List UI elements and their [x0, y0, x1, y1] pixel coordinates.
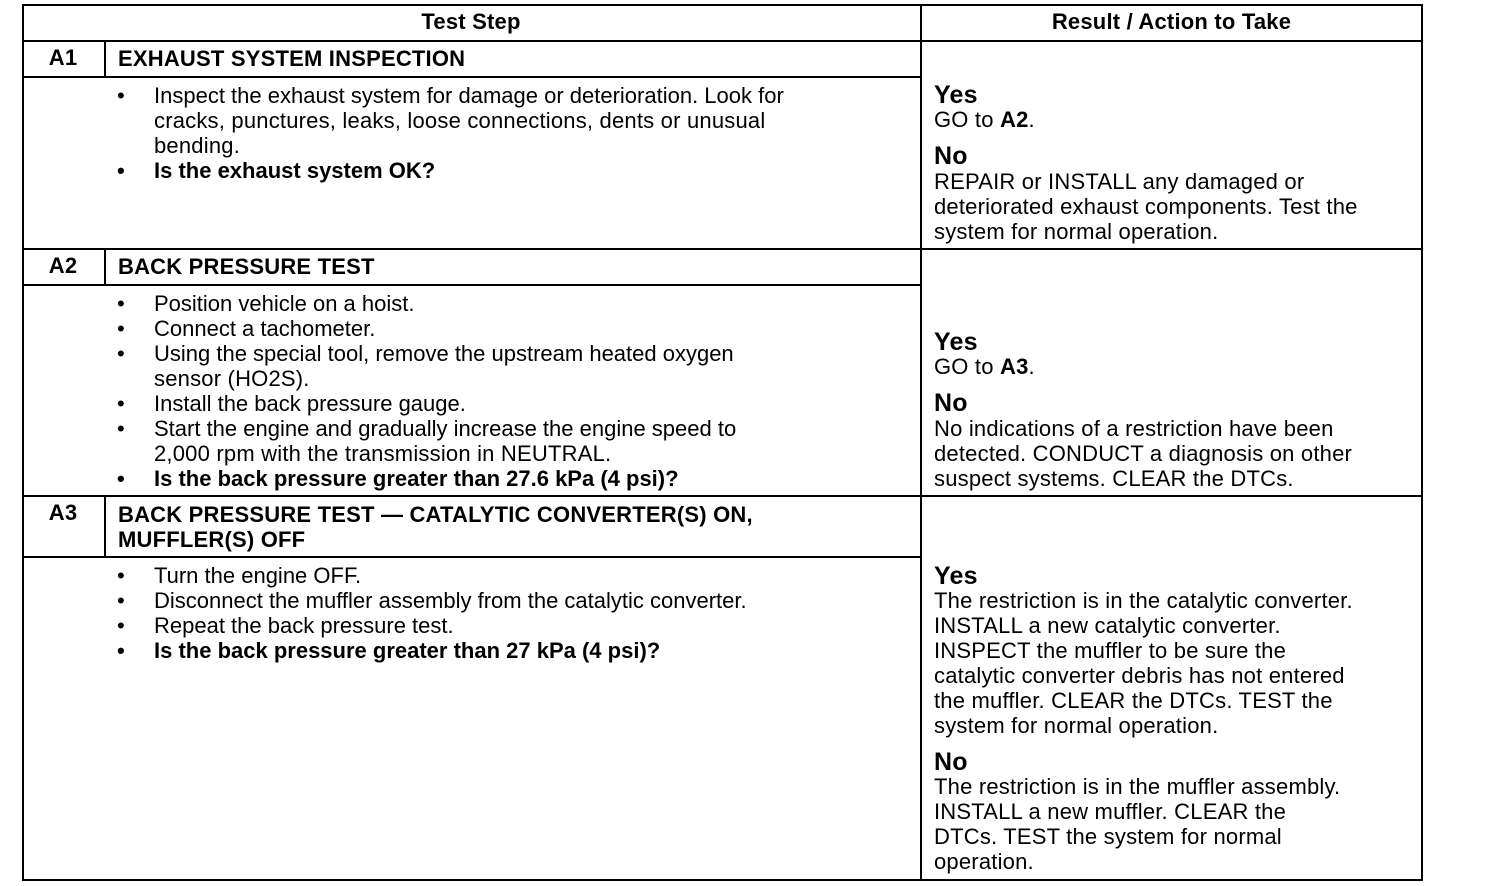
bullet-dot: • [117, 158, 125, 183]
period: . [1028, 354, 1035, 379]
a3-no-label: No [934, 748, 968, 776]
a1-no-label: No [934, 142, 968, 170]
bullet-dot: • [117, 341, 125, 366]
bullet-text: Start the engine and gradually increase the engine speed to [154, 416, 737, 441]
a2-bullet-3-cont: sensor (HO2S). [154, 366, 310, 391]
a2-title-divider [22, 284, 922, 286]
a1-yes-text [934, 107, 1035, 132]
header-result-action: Result / Action to Take [1051, 9, 1292, 34]
bullet-text: Turn the engine OFF. [154, 563, 362, 588]
a1-yes-label: Yes [934, 81, 978, 109]
a3-no-line-4: operation. [934, 849, 1034, 874]
bullet-text: Inspect the exhaust system for damage or deterioration. Look for [154, 83, 784, 108]
a2-yes-label: Yes [934, 328, 978, 356]
a2-no-line-1: No indications of a restriction have been [934, 416, 1334, 441]
step-title-a3-line-1: BACK PRESSURE TEST — CATALYTIC CONVERTER(S) ON, [118, 502, 753, 527]
bullet-text: Using the special tool, remove the upstream heated oxygen [154, 341, 734, 366]
go-to-step-ref: A3 [1000, 354, 1029, 379]
bullet-text: Is the back pressure greater than 27.6 kPa (4 psi)? [154, 466, 679, 491]
table-border-right [1421, 4, 1423, 881]
a3-yes-line-5: the muffler. CLEAR the DTCs. TEST the [934, 688, 1333, 713]
bullet-dot: • [117, 291, 125, 316]
bullet-dot: • [117, 466, 125, 491]
a1-title-divider [22, 76, 922, 78]
header-test-step: Test Step [421, 9, 521, 34]
column-divider [920, 4, 922, 881]
table-border-bottom [22, 879, 1423, 881]
step-title-a3-line-2: MUFFLER(S) OFF [118, 527, 306, 552]
a3-yes-label: Yes [934, 562, 978, 590]
go-to-text: GO to [934, 107, 1000, 132]
a1-no-line-1: REPAIR or INSTALL any damaged or [934, 169, 1305, 194]
bullet-dot: • [117, 613, 125, 638]
period: . [1028, 107, 1035, 132]
a1-bullet-1-cont-2: bending. [154, 133, 241, 158]
a2-row-divider [22, 495, 1423, 497]
a3-no-line-2: INSTALL a new muffler. CLEAR the [934, 799, 1287, 824]
bullet-text: Repeat the back pressure test. [154, 613, 454, 638]
a2-no-line-3: suspect systems. CLEAR the DTCs. [934, 466, 1294, 491]
a2-code-divider [104, 248, 106, 286]
a2-bullet-5-cont: 2,000 rpm with the transmission in NEUTRAL. [154, 441, 612, 466]
bullet-dot: • [117, 83, 125, 108]
bullet-dot: • [117, 391, 125, 416]
a1-code-divider [104, 40, 106, 78]
bullet-dot: • [117, 638, 125, 663]
step-title-a2: BACK PRESSURE TEST [118, 254, 375, 279]
table-border-left [22, 4, 24, 881]
a2-yes-text [934, 354, 1035, 379]
a3-yes-line-3: INSPECT the muffler to be sure the [934, 638, 1287, 663]
step-code-a2: A2 [48, 253, 78, 278]
a3-yes-line-1: The restriction is in the catalytic converter. [934, 588, 1353, 613]
bullet-dot: • [117, 416, 125, 441]
bullet-text: Connect a tachometer. [154, 316, 376, 341]
step-code-a3: A3 [48, 500, 78, 525]
go-to-text: GO to [934, 354, 1000, 379]
a3-yes-line-2: INSTALL a new catalytic converter. [934, 613, 1281, 638]
table-border-top [22, 4, 1423, 6]
step-code-a1: A1 [48, 45, 78, 70]
bullet-text: Is the exhaust system OK? [154, 158, 436, 183]
a3-no-line-1: The restriction is in the muffler assembly. [934, 774, 1341, 799]
a1-row-divider [22, 248, 1423, 250]
a2-no-label: No [934, 389, 968, 417]
a3-code-divider [104, 495, 106, 558]
go-to-step-ref: A2 [1000, 107, 1029, 132]
bullet-dot: • [117, 316, 125, 341]
step-title-a1: EXHAUST SYSTEM INSPECTION [118, 46, 466, 71]
a1-no-line-3: system for normal operation. [934, 219, 1219, 244]
a1-bullet-1-cont-1: cracks, punctures, leaks, loose connections, dents or unusual [154, 108, 766, 133]
bullet-text: Install the back pressure gauge. [154, 391, 466, 416]
bullet-dot: • [117, 563, 125, 588]
a2-no-line-2: detected. CONDUCT a diagnosis on other [934, 441, 1353, 466]
a1-no-line-2: deteriorated exhaust components. Test the [934, 194, 1358, 219]
bullet-dot: • [117, 588, 125, 613]
a3-yes-line-4: catalytic converter debris has not entered [934, 663, 1345, 688]
bullet-text: Position vehicle on a hoist. [154, 291, 415, 316]
a3-yes-line-6: system for normal operation. [934, 713, 1219, 738]
header-divider [22, 40, 1423, 42]
a3-title-divider [22, 556, 922, 558]
bullet-text: Is the back pressure greater than 27 kPa (4 psi)? [154, 638, 661, 663]
bullet-text: Disconnect the muffler assembly from the catalytic converter. [154, 588, 747, 613]
a3-no-line-3: DTCs. TEST the system for normal [934, 824, 1282, 849]
